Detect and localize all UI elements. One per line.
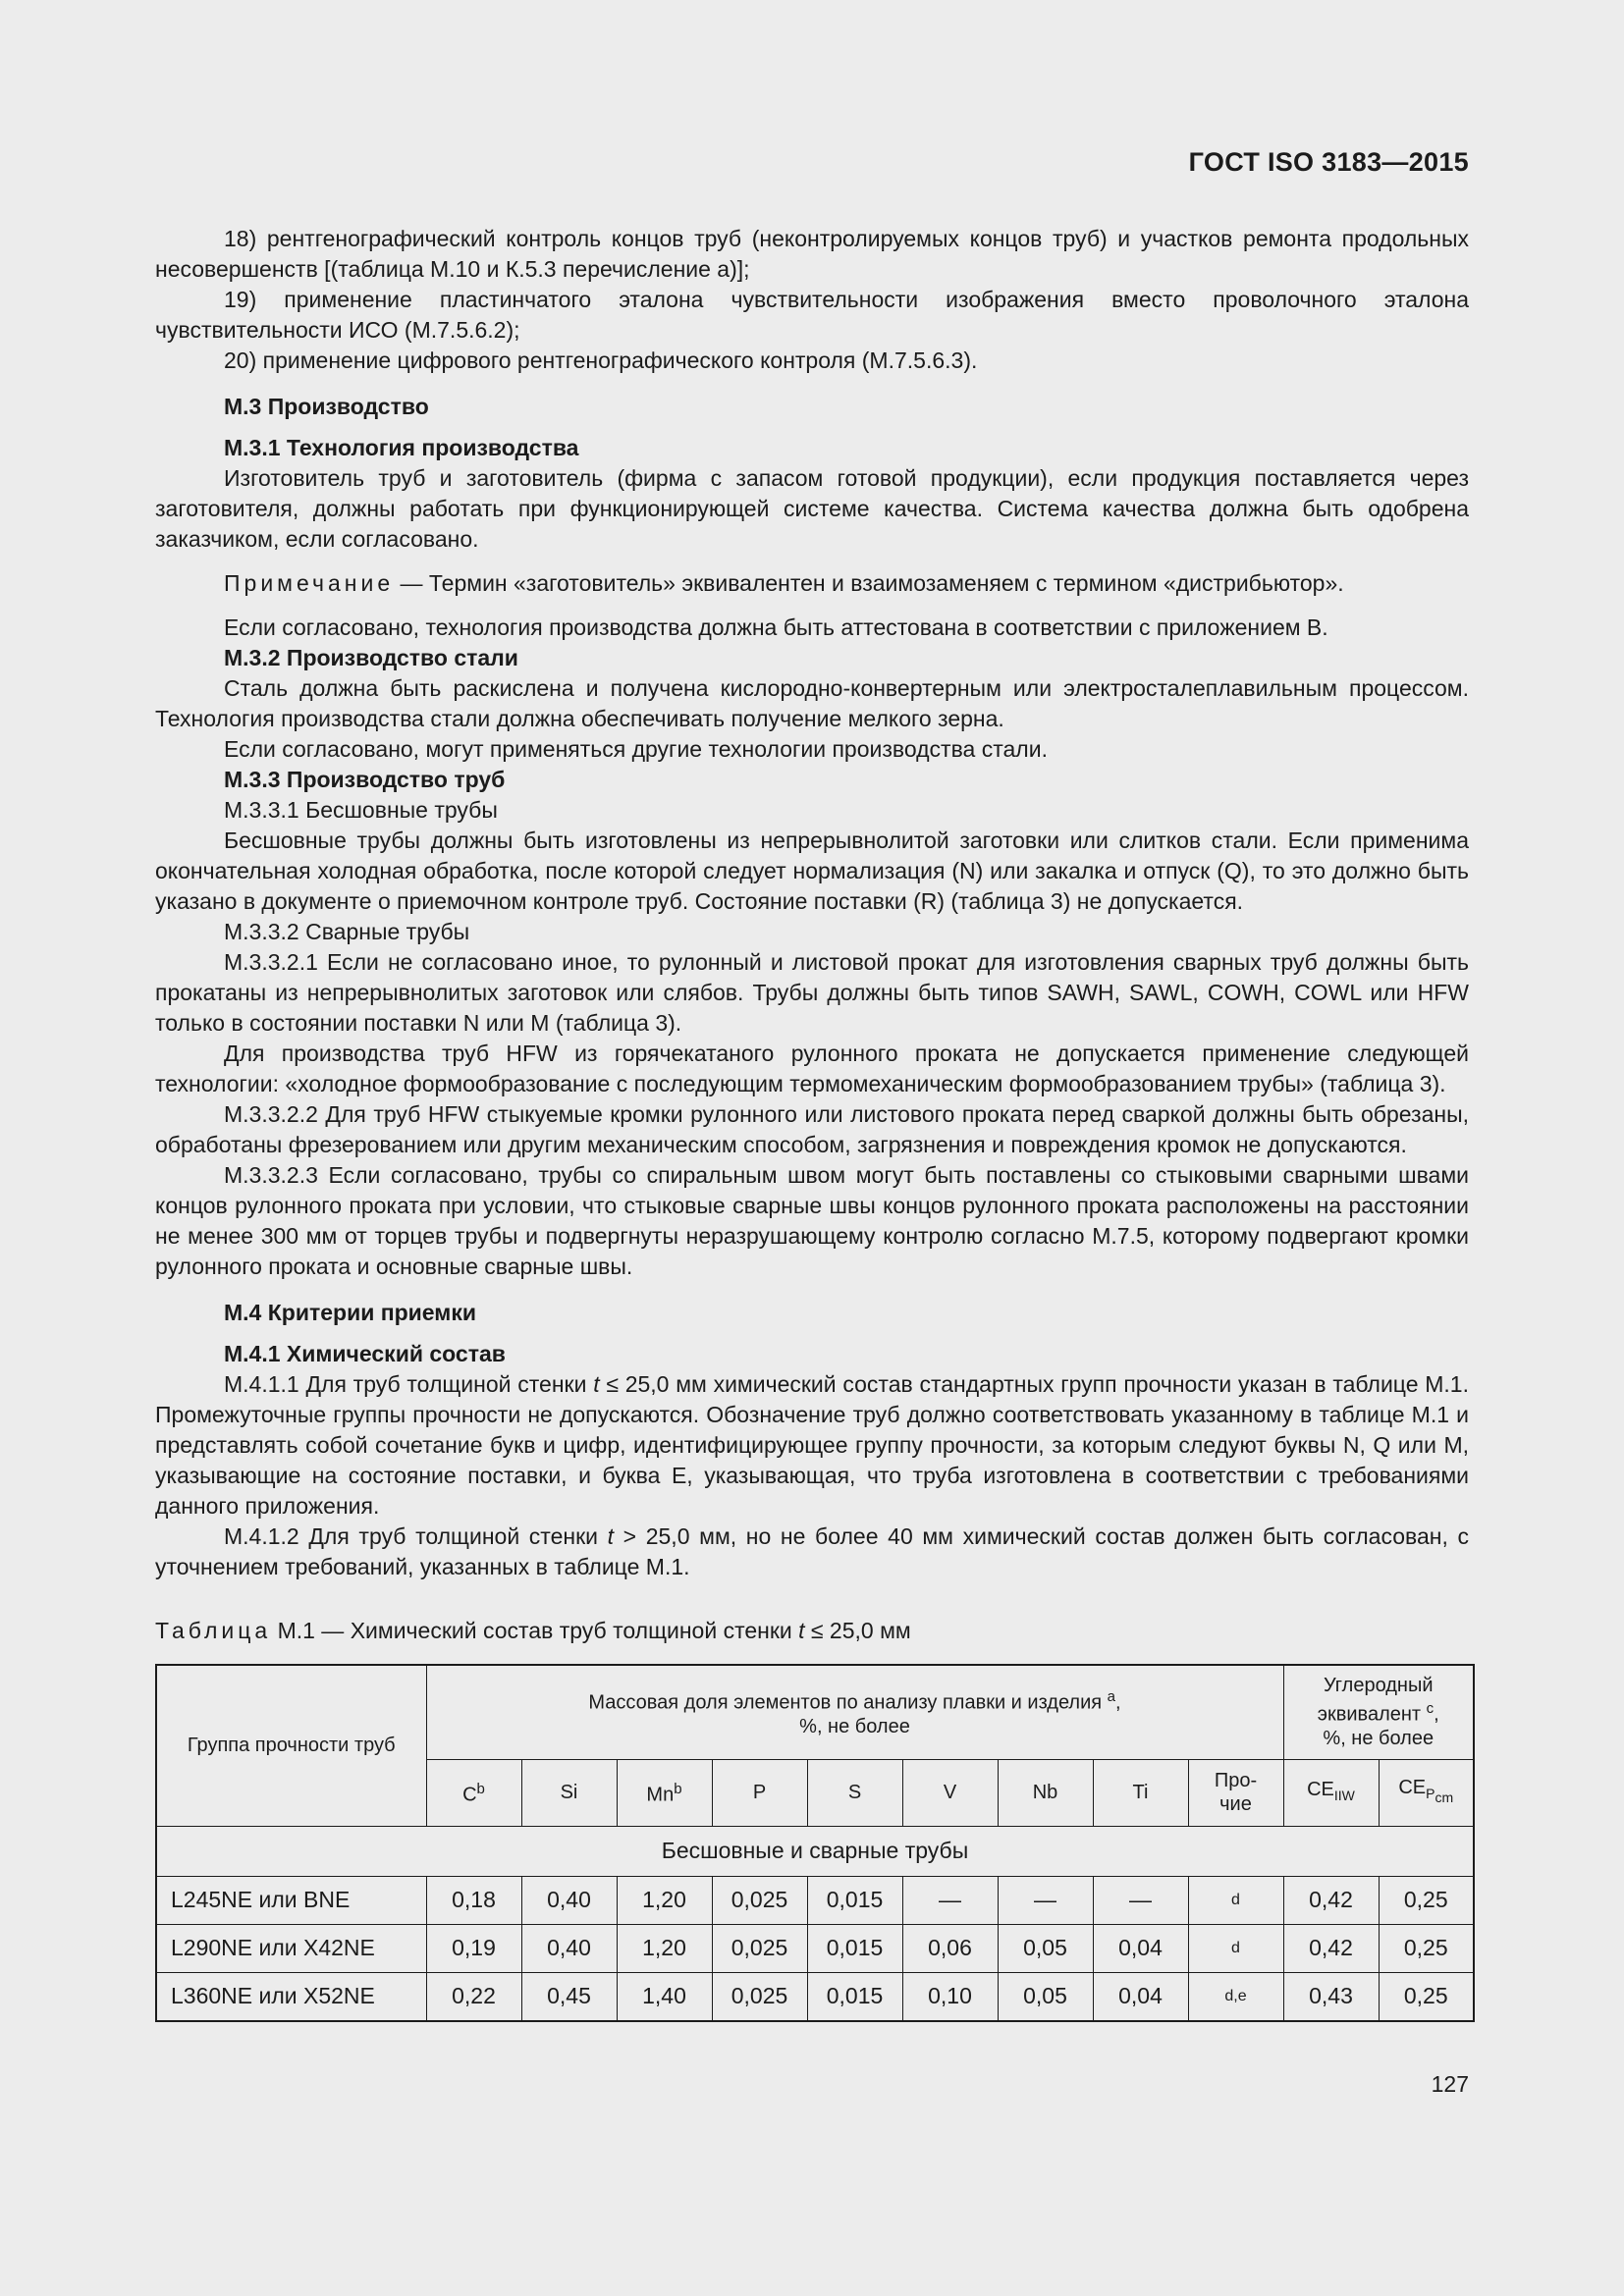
subsection-heading: М.3.2 Производство стали xyxy=(224,645,518,670)
paragraph: М.4.1.1 Для труб толщиной стенки t ≤ 25,0 мм химический состав стандартных групп прочности указан в таблице М.1. Промежуточные группы прочности не допускаются. Обозначение труб должно соответствовать указанному в таблице М.1 и представлять собой сочетание букв и цифр, идентифицирующее группу прочности, за которым следуют буквы N, Q или M, указывающие на состояние поставки, и буква Е, указывающая, что труба изготовлена в соответствии с требованиями данного приложения. xyxy=(155,1371,1469,1519)
clause-heading: М.3.3.1 Бесшовные трубы xyxy=(224,797,498,823)
subsection-heading: М.3.1 Технология производства xyxy=(224,435,579,460)
subsection-heading: М.4.1 Химический состав xyxy=(224,1341,506,1366)
header-strength-group: Группа прочности труб xyxy=(156,1665,426,1826)
paragraph: М.3.3.2.1 Если не согласовано иное, то рулонный и листовой прокат для изготовления сварных труб должны быть прокатаны из непрерывнолитых заготовок или слябов. Трубы должны быть типов SAWH, SAWL, COWH, COWL или HFW только в состоянии поставки N или M (таблица 3). xyxy=(155,949,1469,1036)
document-page xyxy=(155,0,1469,2296)
body-text xyxy=(155,224,1469,2022)
header-c: $C^b$ xyxy=(426,1759,521,1826)
paragraph: М.4.1.2 Для труб толщиной стенки t > 25,0 мм, но не более 40 мм химический состав должен быть согласован, с уточнением требований, указанных в таблице М.1. xyxy=(155,1523,1469,1579)
paragraph: М.3.3.2.2 Для труб HFW стыкуемые кромки рулонного или листового проката перед сваркой должны быть обрезаны, обработаны фрезерованием или другим механическим способом, загрязнения и повреждения кромок не допускаются. xyxy=(155,1101,1469,1157)
paragraph: Если согласовано, технология производства должна быть аттестована в соответствии с приложением В. xyxy=(224,614,1328,640)
document-code: ГОСТ ISO 3183—2015 xyxy=(1188,147,1469,177)
subsection-heading: М.3.3 Производство труб xyxy=(224,767,506,792)
header-p: P xyxy=(712,1759,807,1826)
table-caption: Таблица М.1 — Химический состав труб толщиной стенки t ≤ 25,0 мм xyxy=(155,1618,911,1643)
header-v: V xyxy=(902,1759,998,1826)
paragraph: Если согласовано, могут применяться другие технологии производства стали. xyxy=(224,736,1048,762)
paragraph: Бесшовные трубы должны быть изготовлены из непрерывнолитой заготовки или слитков стали. Если применима окончательная холодная обработка, после которой следует нормализация (N) или закалка и отпуск (Q), то это должно быть указано в документе о приемочном контроле труб. Состояние поставки (R) (таблица 3) не допускается. xyxy=(155,828,1469,914)
page-number: 127 xyxy=(1431,2071,1469,2097)
section-heading: М.3 Производство xyxy=(224,394,429,419)
table-header-row xyxy=(156,1665,1474,1759)
header-si: Si xyxy=(521,1759,617,1826)
section-heading: М.4 Критерии приемки xyxy=(224,1300,476,1325)
table-section-label: Бесшовные и сварные трубы xyxy=(156,1826,1474,1876)
list-item: 18) рентгенографический контроль концов труб (неконтролируемых концов труб) и участков ремонта продольных несовершенств [(таблица М.10 и К.5.3 перечисление а)]; xyxy=(155,226,1469,282)
header-ce-iiw: $CE_{IIW}$ xyxy=(1283,1759,1379,1826)
list-item: 20) применение цифрового рентгенографического контроля (М.7.5.6.3). xyxy=(224,347,978,373)
header-s: S xyxy=(807,1759,902,1826)
note-label: Примечание xyxy=(224,570,395,596)
header-mass-fraction: Массовая доля элементов по анализу плавки и изделия $^a$, %, не более xyxy=(426,1665,1283,1759)
table-section-row xyxy=(156,1826,1474,1876)
list-item: 19) применение пластинчатого эталона чувствительности изображения вместо проволочного эталона чувствительности ИСО (М.7.5.6.2); xyxy=(155,287,1469,343)
header-carbon-equivalent: Углеродный эквивалент $^c$, %, не более xyxy=(1283,1665,1474,1759)
paragraph: М.3.3.2.3 Если согласовано, трубы со спиральным швом могут быть поставлены со стыковыми сварными швами концов рулонного проката при условии, что стыковые сварные швы концов рулонного проката расположены на расстоянии не менее 300 мм от торцев трубы и подвергнуты неразрушающему контролю согласно М.7.5, которому подвергают кромки рулонного проката и основные сварные швы. xyxy=(155,1162,1469,1279)
header-ti: Ti xyxy=(1093,1759,1188,1826)
paragraph: Сталь должна быть раскислена и получена кислородно-конвертерным или электросталеплавильным процессом. Технология производства стали должна обеспечивать получение мелкого зерна. xyxy=(155,675,1469,731)
header-mn: Mn$^b$ xyxy=(617,1759,712,1826)
note xyxy=(155,568,1469,599)
paragraph: Изготовитель труб и заготовитель (фирма с запасом готовой продукции), если продукция поставляется через заготовителя, должны работать при функционирующей системе качества. Система качества должна быть одобрена заказчиком, если согласовано. xyxy=(155,465,1469,552)
header-nb: Nb xyxy=(998,1759,1093,1826)
table-row: L290NE или X42NE 0,19 0,40 1,20 0,025 0,015 0,06 0,05 0,04 d 0,42 0,25 xyxy=(156,1924,1474,1972)
paragraph: Для производства труб HFW из горячекатаного рулонного проката не допускается применение следующей технологии: «холодное формообразование с последующим термомеханическим формообразованием трубы» (таблица 3). xyxy=(155,1041,1469,1096)
clause-heading: М.3.3.2 Сварные трубы xyxy=(224,919,470,944)
table-row: L360NE или X52NE 0,22 0,45 1,40 0,025 0,015 0,10 0,05 0,04 d,e 0,43 0,25 xyxy=(156,1972,1474,2021)
note-text: — Термин «заготовитель» эквивалентен и взаимозаменяем с термином «дистрибьютор». xyxy=(394,570,1344,596)
header-ce-pcm: $CE_{P_{cm}}$ xyxy=(1379,1759,1474,1826)
header-other: Про- чие xyxy=(1188,1759,1283,1826)
table-row: L245NE или BNE 0,18 0,40 1,20 0,025 0,015 — — — d 0,42 0,25 xyxy=(156,1876,1474,1924)
chemical-composition-table xyxy=(155,1664,1475,2022)
